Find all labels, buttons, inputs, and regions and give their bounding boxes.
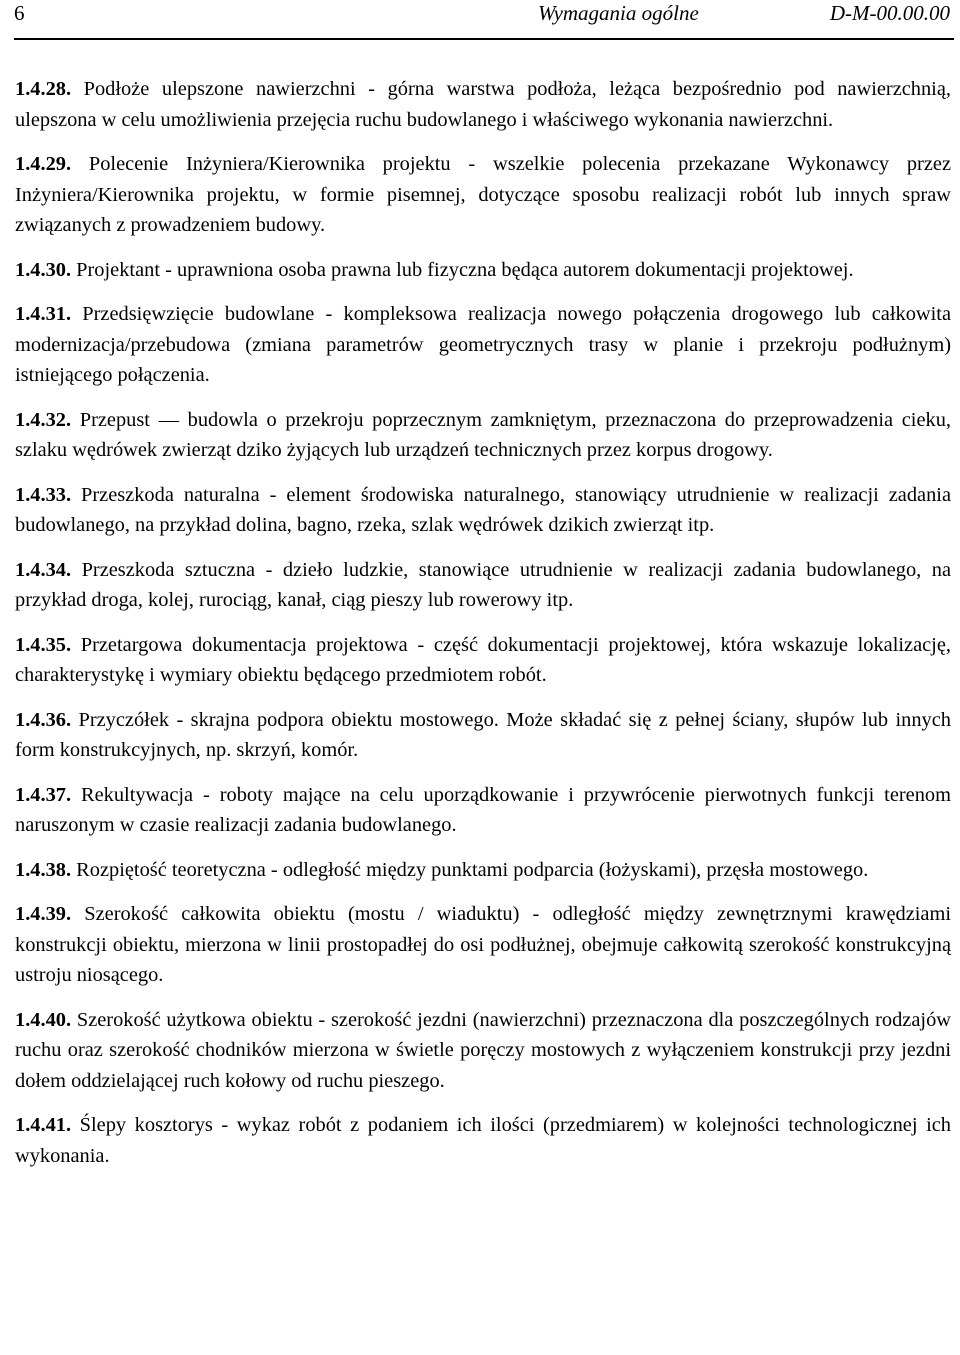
definition-number: 1.4.31. xyxy=(15,303,72,325)
definition-number: 1.4.40. xyxy=(15,1008,72,1031)
document-code: D-M-00.00.00 xyxy=(829,1,950,25)
definition-number: 1.4.33. xyxy=(15,483,72,506)
definition-number: 1.4.38. xyxy=(15,858,72,881)
definition-paragraph xyxy=(15,780,951,841)
definition-number: 1.4.36. xyxy=(15,708,72,731)
definition-paragraph xyxy=(15,1110,951,1171)
definition-text: Przeszkoda sztuczna - dzieło ludzkie, stanowiące utrudnienie w realizacji zadania budowlanego, na przykład droga, kolej, rurociąg, kanał, ciąg pieszy lub rowerowy itp. xyxy=(15,558,951,611)
definition-paragraph xyxy=(15,630,951,691)
definition-number: 1.4.30. xyxy=(15,258,72,281)
definition-paragraph xyxy=(15,480,951,541)
definition-text: Przedsięwzięcie budowlane - kompleksowa realizacja nowego połączenia drogowego lub całkowita modernizacja/przebudowa (zmiana parametrów geometrycznych trasy w planie i przekroju podłużnym) istniejącego połączenia. xyxy=(15,303,951,386)
section-title: Wymagania ogólne xyxy=(538,1,699,25)
definition-paragraph xyxy=(15,74,951,135)
definition-paragraph xyxy=(15,149,951,241)
definition-text: Ślepy kosztorys - wykaz robót z podaniem ich ilości (przedmiarem) w kolejności technologicznej ich wykonania. xyxy=(15,1114,951,1167)
page-header xyxy=(14,0,954,40)
definition-paragraph xyxy=(15,855,951,886)
definition-number: 1.4.39. xyxy=(15,903,72,925)
definition-text: Polecenie Inżyniera/Kierownika projektu - wszelkie polecenia przekazane Wykonawcy przez Inżyniera/Kierownika projektu, w formie pisemnej, dotyczące sposobu realizacji robót lub innych spraw związanych z prowadzeniem budowy. xyxy=(15,153,951,236)
definition-number: 1.4.35. xyxy=(15,633,72,656)
definition-text: Projektant - uprawniona osoba prawna lub fizyczna będąca autorem dokumentacji projektowej. xyxy=(71,258,854,281)
page-number: 6 xyxy=(14,1,25,25)
definition-number: 1.4.29. xyxy=(15,153,72,175)
definitions-list xyxy=(15,74,951,1171)
definition-paragraph xyxy=(15,405,951,466)
definition-text: Szerokość całkowita obiektu (mostu / wiaduktu) - odległość między zewnętrznymi krawędziami konstrukcji obiektu, mierzona w linii prostopadłej do osi podłużnej, obejmuje całkowitą szerokość konstrukcyjną ustroju niosącego. xyxy=(15,903,951,986)
definition-text: Rozpiętość teoretyczna - odległość między punktami podparcia (łożyskami), przęsła mostowego. xyxy=(71,858,869,881)
definition-paragraph xyxy=(15,899,951,991)
definition-text: Przetargowa dokumentacja projektowa - część dokumentacji projektowej, która wskazuje lokalizację, charakterystykę i wymiary obiektu będącego przedmiotem robót. xyxy=(15,633,951,686)
definition-text: Przepust — budowla o przekroju poprzecznym zamkniętym, przeznaczona do przeprowadzenia cieku, szlaku wędrówek zwierząt dziko żyjących lub urządzeń technicznych przez korpus drogowy. xyxy=(15,408,951,461)
definition-paragraph xyxy=(15,555,951,616)
definition-text: Przyczółek - skrajna podpora obiektu mostowego. Może składać się z pełnej ściany, słupów lub innych form konstrukcyjnych, np. skrzyń, komór. xyxy=(15,708,951,761)
definition-paragraph xyxy=(15,255,951,286)
definition-text: Szerokość użytkowa obiektu - szerokość jezdni (nawierzchni) przeznaczona dla poszczególnych rodzajów ruchu oraz szerokość chodników mierzona w świetle poręczy mostowych z wyłączeniem konstrukcji przy jezdni dołem oddzielającej ruch kołowy od ruchu pieszego. xyxy=(15,1008,951,1092)
definition-paragraph xyxy=(15,299,951,391)
definition-text: Podłoże ulepszone nawierzchni - górna warstwa podłoża, leżąca bezpośrednio pod nawierzchnią, ulepszona w celu umożliwienia przejęcia ruchu budowlanego i właściwego wykonania nawierzchni. xyxy=(15,78,951,131)
definition-text: Rekultywacja - roboty mające na celu uporządkowanie i przywrócenie pierwotnych funkcji terenom naruszonym w czasie realizacji zadania budowlanego. xyxy=(15,783,951,836)
definition-paragraph xyxy=(15,1005,951,1097)
definition-number: 1.4.41. xyxy=(15,1114,72,1136)
definition-number: 1.4.32. xyxy=(15,408,72,431)
definition-number: 1.4.28. xyxy=(15,78,72,100)
definition-number: 1.4.34. xyxy=(15,558,72,581)
definition-paragraph xyxy=(15,705,951,766)
definition-text: Przeszkoda naturalna - element środowiska naturalnego, stanowiący utrudnienie w realizacji zadania budowlanego, na przykład dolina, bagno, rzeka, szlak wędrówek dzikich zwierząt itp. xyxy=(15,483,951,536)
definition-number: 1.4.37. xyxy=(15,783,72,806)
